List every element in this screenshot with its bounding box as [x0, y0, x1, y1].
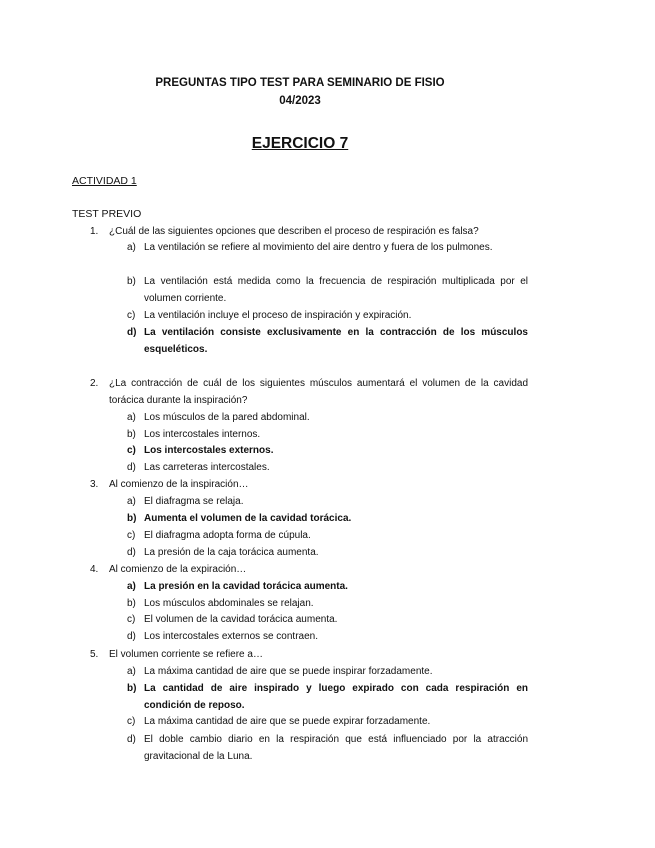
option-text: Los músculos de la pared abdominal.	[144, 412, 310, 423]
section-heading: TEST PREVIO	[72, 208, 142, 220]
option-letter: b)	[127, 683, 137, 694]
question-text: ¿Cuál de las siguientes opciones que describen el proceso de respiración es falsa?	[109, 226, 479, 237]
document-title: PREGUNTAS TIPO TEST PARA SEMINARIO DE FISIO	[155, 77, 445, 89]
option-letter: d)	[127, 734, 136, 745]
option-text: El diafragma adopta forma de cúpula.	[144, 530, 311, 541]
question-number: 5.	[90, 649, 99, 660]
option-letter: d)	[127, 547, 136, 558]
option-letter: b)	[127, 598, 136, 609]
option-text: La máxima cantidad de aire que se puede expirar forzadamente.	[144, 716, 431, 727]
option-text: La máxima cantidad de aire que se puede inspirar forzadamente.	[144, 666, 433, 677]
option-text: La cantidad de aire inspirado y luego expirado con cada respiración en condición de reposo.	[144, 683, 528, 711]
option-letter: c)	[127, 716, 136, 727]
question-text: El volumen corriente se refiere a…	[109, 649, 263, 660]
question-number: 4.	[90, 564, 99, 575]
activity-heading: ACTIVIDAD 1	[72, 175, 137, 187]
option-letter: b)	[127, 429, 136, 440]
option-letter: c)	[127, 614, 136, 625]
question-number: 1.	[90, 226, 99, 237]
option-text: Los intercostales internos.	[144, 429, 261, 440]
option-letter: a)	[127, 412, 136, 423]
option-text: La ventilación se refiere al movimiento del aire dentro y fuera de los pulmones.	[144, 242, 493, 253]
option-letter: c)	[127, 530, 136, 541]
option-text: Los intercostales externos se contraen.	[144, 631, 318, 642]
option-letter: a)	[127, 242, 136, 253]
option-text: El volumen de la cavidad torácica aumenta.	[144, 614, 338, 625]
option-text: Aumenta el volumen de la cavidad torácica.	[144, 513, 352, 524]
option-text: La ventilación consiste exclusivamente en la contracción de los músculos esqueléticos.	[144, 327, 528, 355]
option-letter: b)	[127, 513, 137, 524]
option-letter: a)	[127, 496, 136, 507]
question-text: ¿La contracción de cuál de los siguientes músculos aumentará el volumen de la cavidad torácica durante la inspiración?	[109, 378, 528, 406]
option-text: La presión en la cavidad torácica aumenta.	[144, 581, 348, 592]
option-letter: d)	[127, 327, 137, 338]
option-letter: b)	[127, 276, 136, 287]
question-text: Al comienzo de la inspiración…	[109, 479, 249, 490]
option-letter: a)	[127, 666, 136, 677]
option-text: La ventilación está medida como la frecuencia de respiración multiplicada por el volumen corriente.	[144, 276, 528, 304]
option-letter: c)	[127, 310, 136, 321]
question-number: 2.	[90, 378, 99, 389]
document-date: 04/2023	[279, 95, 321, 107]
option-letter: c)	[127, 445, 136, 456]
option-text: Las carreteras intercostales.	[144, 462, 270, 473]
option-letter: d)	[127, 631, 136, 642]
option-text: La presión de la caja torácica aumenta.	[144, 547, 319, 558]
question-text: Al comienzo de la expiración…	[109, 564, 247, 575]
option-text: Los músculos abdominales se relajan.	[144, 598, 314, 609]
option-text: El diafragma se relaja.	[144, 496, 244, 507]
exercise-heading: EJERCICIO 7	[251, 135, 349, 152]
option-text: Los intercostales externos.	[144, 445, 274, 456]
question-number: 3.	[90, 479, 99, 490]
option-letter: d)	[127, 462, 136, 473]
option-letter: a)	[127, 581, 136, 592]
option-text: El doble cambio diario en la respiración que está influenciado por la atracción gravitacional de la Luna.	[144, 734, 528, 762]
option-text: La ventilación incluye el proceso de inspiración y expiración.	[144, 310, 412, 321]
